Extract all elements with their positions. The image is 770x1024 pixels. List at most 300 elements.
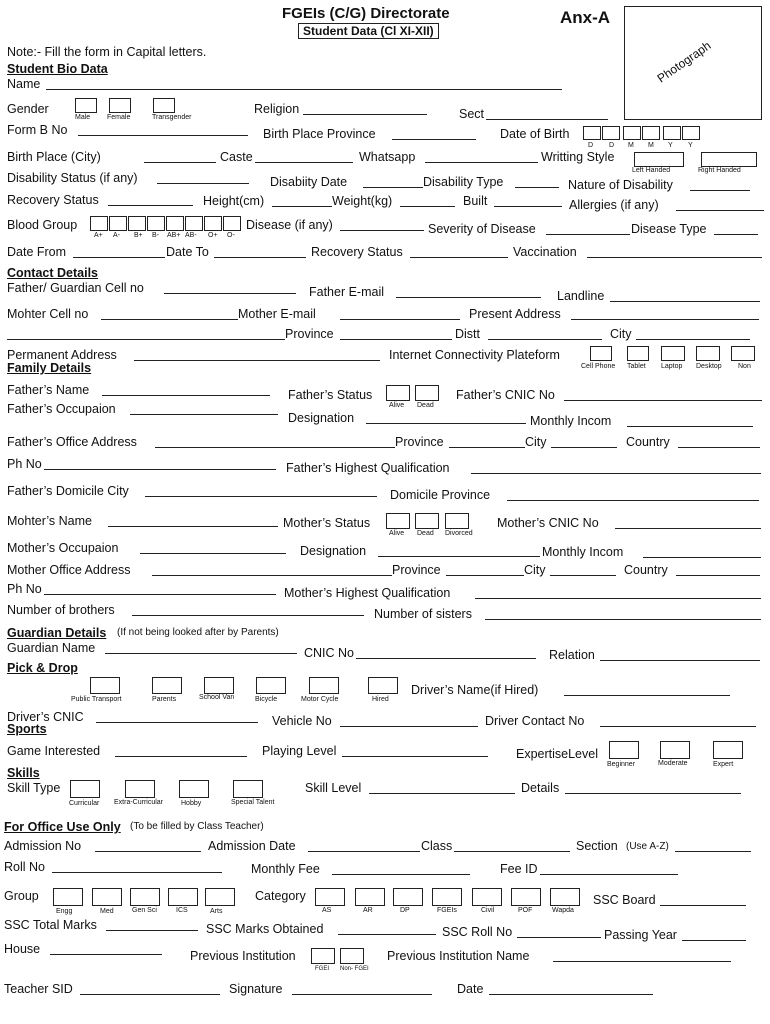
monthly-fee-label: Monthly Fee bbox=[251, 862, 320, 876]
monthly-income-label: Monthly Incom bbox=[530, 414, 612, 428]
caste-label: Caste bbox=[220, 150, 253, 164]
vehicle-no-field[interactable] bbox=[340, 726, 478, 727]
father-domicile-field[interactable] bbox=[145, 496, 377, 497]
expertise-option-box[interactable] bbox=[609, 741, 639, 759]
expertise-option-label: Moderate bbox=[658, 760, 688, 767]
disability-type-label: Disability Type bbox=[423, 175, 504, 189]
gender-option-label: Transgender bbox=[152, 114, 192, 121]
dob-letter: D bbox=[588, 142, 594, 149]
dob-box[interactable] bbox=[663, 126, 681, 140]
transport-option-box[interactable] bbox=[368, 677, 398, 694]
birth-province-label: Birth Place Province bbox=[263, 127, 376, 141]
class-label: Class bbox=[421, 839, 453, 853]
designation2-label: Designation bbox=[300, 544, 367, 558]
fee-id-field[interactable] bbox=[540, 874, 678, 875]
severity-label: Severity of Disease bbox=[428, 222, 536, 236]
prev-institution-name-label: Previous Institution Name bbox=[387, 949, 530, 963]
transport-option-label: Parents bbox=[152, 696, 177, 703]
mother-cnic-field[interactable] bbox=[615, 528, 761, 529]
landline-label: Landline bbox=[557, 289, 605, 303]
date-label: Date bbox=[457, 982, 484, 996]
birth-province-field[interactable] bbox=[392, 139, 476, 140]
group-option-label: Gen Sci bbox=[132, 907, 157, 914]
category-option-box[interactable] bbox=[472, 888, 502, 906]
transport-option-box[interactable] bbox=[204, 677, 234, 694]
country2-field[interactable] bbox=[676, 575, 760, 576]
skill-level-field[interactable] bbox=[369, 793, 515, 794]
built-field[interactable] bbox=[494, 206, 562, 207]
skill-option-label: Hobby bbox=[181, 800, 202, 807]
dob-box[interactable] bbox=[602, 126, 620, 140]
skill-type-label: Skill Type bbox=[7, 781, 61, 795]
mother-status-label: Mother’s Status bbox=[283, 516, 371, 530]
teacher-sid-label: Teacher SID bbox=[4, 982, 73, 996]
group-option-box[interactable] bbox=[205, 888, 235, 906]
dob-box[interactable] bbox=[682, 126, 700, 140]
form-b-label: Form B No bbox=[7, 123, 68, 137]
transport-option-label: Public Transport bbox=[71, 696, 122, 703]
prev-institution-name-field[interactable] bbox=[553, 961, 731, 962]
dob-label: Date of Birth bbox=[500, 127, 570, 141]
mother-name-field[interactable] bbox=[108, 526, 278, 527]
house-label: House bbox=[4, 942, 41, 956]
father-email-field[interactable] bbox=[396, 297, 541, 298]
admission-date-label: Admission Date bbox=[208, 839, 296, 853]
gender-option-label: Female bbox=[107, 114, 131, 121]
blood-group-label-opt: AB+ bbox=[167, 232, 181, 239]
expertise-option-box[interactable] bbox=[660, 741, 690, 759]
father-occupation-field[interactable] bbox=[130, 414, 278, 415]
institution-option-box[interactable] bbox=[340, 948, 364, 964]
game-label: Game Interested bbox=[7, 744, 101, 758]
guardian-name-field[interactable] bbox=[105, 653, 297, 654]
student-bio-heading: Student Bio Data bbox=[7, 62, 108, 76]
blood-group-label-opt: O- bbox=[227, 232, 235, 239]
recovery-status2-field[interactable] bbox=[410, 257, 508, 258]
blood-group-label-opt: B- bbox=[152, 232, 159, 239]
dob-letter: Y bbox=[668, 142, 673, 149]
group-option-box[interactable] bbox=[92, 888, 122, 906]
transport-option-label: School Van bbox=[199, 694, 235, 701]
father-domicile-label: Father’s Domicile City bbox=[7, 484, 129, 498]
form-subtitle: Student Data (Cl XI-XII) bbox=[298, 23, 439, 39]
transport-option-box[interactable] bbox=[309, 677, 339, 694]
ssc-total-label: SSC Total Marks bbox=[4, 918, 97, 932]
internet-option-label: Tablet bbox=[627, 363, 646, 370]
writing-option-box[interactable] bbox=[634, 152, 684, 167]
teacher-sid-field[interactable] bbox=[80, 994, 220, 995]
driver-cnic-field[interactable] bbox=[96, 722, 258, 723]
father-name-field[interactable] bbox=[102, 395, 270, 396]
blood-group-box[interactable] bbox=[90, 216, 108, 231]
category-option-label: Civil bbox=[481, 907, 495, 914]
driver-cnic-label: Driver’s CNIC bbox=[7, 710, 84, 724]
gender-option-box[interactable] bbox=[153, 98, 175, 113]
blood-group-box[interactable] bbox=[128, 216, 146, 231]
ssc-board-field[interactable] bbox=[660, 905, 746, 906]
blood-group-box[interactable] bbox=[185, 216, 203, 231]
ph-no-label: Ph No bbox=[7, 457, 42, 471]
designation-field[interactable] bbox=[366, 423, 526, 424]
mother-qual-field[interactable] bbox=[475, 598, 761, 599]
details-label: Details bbox=[521, 781, 560, 795]
group-label: Group bbox=[4, 889, 39, 903]
father-status-label: Father’s Status bbox=[288, 388, 373, 402]
details-field[interactable] bbox=[565, 793, 741, 794]
father-cnic-field[interactable] bbox=[564, 400, 762, 401]
province-label: Province bbox=[285, 327, 334, 341]
name-field[interactable] bbox=[46, 89, 562, 90]
father-cnic-label: Father’s CNIC No bbox=[456, 388, 555, 402]
ssc-board-label: SSC Board bbox=[593, 893, 656, 907]
group-option-box[interactable] bbox=[168, 888, 198, 906]
transport-option-box[interactable] bbox=[152, 677, 182, 694]
father-status-box[interactable] bbox=[386, 385, 410, 401]
city2-label: City bbox=[525, 435, 547, 449]
sisters-field[interactable] bbox=[485, 619, 761, 620]
mother-status-option: Divorced bbox=[445, 530, 473, 537]
date-to-field[interactable] bbox=[214, 257, 306, 258]
pick-drop-heading: Pick & Drop bbox=[7, 661, 78, 675]
passing-year-field[interactable] bbox=[682, 940, 746, 941]
province3-label: Province bbox=[392, 563, 441, 577]
driver-name-label: Driver’s Name(if Hired) bbox=[411, 683, 539, 697]
transport-option-box[interactable] bbox=[256, 677, 286, 694]
blood-group-label: Blood Group bbox=[7, 218, 78, 232]
monthly-income-field[interactable] bbox=[627, 426, 753, 427]
dob-box[interactable] bbox=[623, 126, 641, 140]
mother-occupation-field[interactable] bbox=[140, 553, 286, 554]
category-option-box[interactable] bbox=[315, 888, 345, 906]
date-from-field[interactable] bbox=[73, 257, 165, 258]
category-option-label: DP bbox=[400, 907, 410, 914]
skill-option-label: Extra-Curricular bbox=[114, 799, 164, 806]
father-status-box[interactable] bbox=[415, 385, 439, 401]
sect-label: Sect bbox=[459, 107, 485, 121]
father-office-field[interactable] bbox=[155, 447, 395, 448]
disability-date-field[interactable] bbox=[363, 187, 423, 188]
skill-level-label: Skill Level bbox=[305, 781, 362, 795]
roll-no-field[interactable] bbox=[52, 872, 222, 873]
internet-label: Internet Connectivity Plateform bbox=[389, 348, 560, 362]
mother-email-field[interactable] bbox=[340, 319, 460, 320]
guardian-heading: Guardian Details bbox=[7, 626, 107, 640]
writing-option-label: Right Handed bbox=[698, 167, 741, 174]
father-email-label: Father E-mail bbox=[309, 285, 385, 299]
disability-status-label: Disability Status (if any) bbox=[7, 171, 138, 185]
built-label: Built bbox=[463, 194, 488, 208]
nature-disability-label: Nature of Disability bbox=[568, 178, 673, 192]
allergies-field[interactable] bbox=[676, 210, 764, 211]
dob-letter: M bbox=[628, 142, 634, 149]
vaccination-label: Vaccination bbox=[513, 245, 577, 259]
game-field[interactable] bbox=[115, 756, 247, 757]
address-line-field[interactable] bbox=[7, 339, 285, 340]
expertise-option-label: Beginner bbox=[607, 761, 636, 768]
signature-field[interactable] bbox=[292, 994, 432, 995]
mother-qual-label: Mother’s Highest Qualification bbox=[284, 586, 451, 600]
present-address-label: Present Address bbox=[469, 307, 561, 321]
prev-institution-label: Previous Institution bbox=[190, 949, 296, 963]
whatsapp-field[interactable] bbox=[425, 162, 538, 163]
sect-field[interactable] bbox=[486, 119, 608, 120]
mother-status-box[interactable] bbox=[445, 513, 469, 529]
ph-no-field[interactable] bbox=[44, 469, 276, 470]
present-address-field[interactable] bbox=[571, 319, 759, 320]
date-field[interactable] bbox=[489, 994, 653, 995]
ssc-obtained-field[interactable] bbox=[338, 934, 436, 935]
cnic-no-field[interactable] bbox=[356, 658, 536, 659]
blood-group-label-opt: A- bbox=[113, 232, 120, 239]
admission-no-field[interactable] bbox=[95, 851, 201, 852]
admission-date-field[interactable] bbox=[308, 851, 420, 852]
ph-no2-field[interactable] bbox=[44, 594, 276, 595]
recovery-status-label: Recovery Status bbox=[7, 193, 99, 207]
skills-heading: Skills bbox=[7, 766, 40, 780]
weight-field[interactable] bbox=[400, 206, 455, 207]
province2-field[interactable] bbox=[449, 447, 525, 448]
disease-type-label: Disease Type bbox=[631, 222, 707, 236]
writing-style-label: Writting Style bbox=[541, 150, 615, 164]
father-cell-label: Father/ Guardian Cell no bbox=[7, 281, 144, 295]
recovery-status2-label: Recovery Status bbox=[311, 245, 403, 259]
province2-label: Province bbox=[395, 435, 444, 449]
dob-letter: M bbox=[648, 142, 654, 149]
caste-field[interactable] bbox=[255, 162, 353, 163]
landline-field[interactable] bbox=[610, 301, 760, 302]
province3-field[interactable] bbox=[446, 575, 524, 576]
ssc-obtained-label: SSC Marks Obtained bbox=[206, 922, 324, 936]
signature-label: Signature bbox=[229, 982, 283, 996]
disease-field[interactable] bbox=[340, 230, 424, 231]
expertise-label: ExpertiseLevel bbox=[516, 747, 598, 761]
city3-label: City bbox=[524, 563, 546, 577]
date-from-label: Date From bbox=[7, 245, 67, 259]
driver-contact-field[interactable] bbox=[600, 726, 756, 727]
permanent-address-label: Permanent Address bbox=[7, 348, 117, 362]
country2-label: Country bbox=[624, 563, 668, 577]
permanent-address-field[interactable] bbox=[134, 360, 380, 361]
disability-date-label: Disabiity Date bbox=[270, 175, 348, 189]
form-b-field[interactable] bbox=[78, 135, 248, 136]
whatsapp-label: Whatsapp bbox=[359, 150, 416, 164]
dob-letter: Y bbox=[688, 142, 693, 149]
fill-note: Note:- Fill the form in Capital letters. bbox=[7, 45, 207, 59]
monthly-income2-field[interactable] bbox=[643, 557, 761, 558]
gender-option-box[interactable] bbox=[109, 98, 131, 113]
section-note: (Use A-Z) bbox=[626, 841, 669, 852]
category-option-box[interactable] bbox=[432, 888, 462, 906]
father-qual-field[interactable] bbox=[471, 473, 761, 474]
mother-cell-field[interactable] bbox=[101, 319, 238, 320]
vehicle-no-label: Vehicle No bbox=[272, 714, 332, 728]
passing-year-label: Passing Year bbox=[604, 928, 677, 942]
disability-status-field[interactable] bbox=[157, 183, 249, 184]
relation-field[interactable] bbox=[600, 660, 760, 661]
severity-field[interactable] bbox=[546, 234, 630, 235]
height-label: Height(cm) bbox=[203, 194, 265, 208]
section-field[interactable] bbox=[675, 851, 751, 852]
transport-option-label: Hired bbox=[372, 696, 389, 703]
driver-name-field[interactable] bbox=[564, 695, 730, 696]
skill-option-label: Special Talent bbox=[231, 799, 275, 806]
class-field[interactable] bbox=[454, 851, 570, 852]
skill-option-box[interactable] bbox=[233, 780, 263, 798]
father-qual-label: Father’s Highest Qualification bbox=[286, 461, 450, 475]
domicile-province-label: Domicile Province bbox=[390, 488, 491, 502]
internet-option-box[interactable] bbox=[731, 346, 755, 361]
section-label: Section bbox=[576, 839, 618, 853]
group-option-label: Engg bbox=[56, 908, 73, 915]
skill-option-box[interactable] bbox=[179, 780, 209, 798]
brothers-label: Number of brothers bbox=[7, 603, 115, 617]
father-status-option: Alive bbox=[389, 402, 405, 409]
mother-office-label: Mother Office Address bbox=[7, 563, 131, 577]
ssc-roll-field[interactable] bbox=[517, 937, 601, 938]
city-field[interactable] bbox=[636, 339, 750, 340]
category-option-box[interactable] bbox=[393, 888, 423, 906]
blood-group-label-opt: B+ bbox=[134, 232, 143, 239]
internet-option-box[interactable] bbox=[590, 346, 612, 361]
family-heading: Family Details bbox=[7, 361, 92, 375]
country-label: Country bbox=[626, 435, 670, 449]
city-label: City bbox=[610, 327, 632, 341]
mother-cell-label: Mohter Cell no bbox=[7, 307, 89, 321]
blood-group-label-opt: AB- bbox=[185, 232, 197, 239]
father-cell-field[interactable] bbox=[164, 293, 296, 294]
category-option-label: Wapda bbox=[552, 907, 574, 914]
distt-label: Distt bbox=[455, 327, 480, 341]
height-field[interactable] bbox=[272, 206, 332, 207]
nature-disability-field[interactable] bbox=[690, 190, 750, 191]
city3-field[interactable] bbox=[550, 575, 616, 576]
father-status-option: Dead bbox=[417, 402, 434, 409]
driver-contact-label: Driver Contact No bbox=[485, 714, 585, 728]
internet-option-label: Non bbox=[738, 363, 751, 370]
designation2-field[interactable] bbox=[378, 556, 540, 557]
blood-group-label-opt: A+ bbox=[94, 232, 103, 239]
category-label: Category bbox=[255, 889, 306, 903]
recovery-status-field[interactable] bbox=[108, 205, 193, 206]
relation-label: Relation bbox=[549, 648, 595, 662]
institution-option-label: FGEI bbox=[315, 966, 330, 972]
group-option-box[interactable] bbox=[53, 888, 83, 906]
mother-status-option: Alive bbox=[389, 530, 405, 537]
category-option-label: AS bbox=[322, 907, 332, 914]
writing-option-box[interactable] bbox=[701, 152, 757, 167]
dob-letter: D bbox=[609, 142, 615, 149]
guardian-note: (If not being looked after by Parents) bbox=[117, 627, 279, 638]
mother-occupation-label: Mother’s Occupaion bbox=[7, 541, 119, 555]
skill-option-label: Curricular bbox=[69, 800, 100, 807]
disease-type-field[interactable] bbox=[714, 234, 758, 235]
category-option-label: POF bbox=[518, 907, 533, 914]
internet-option-box[interactable] bbox=[696, 346, 720, 361]
mother-cnic-label: Mother’s CNIC No bbox=[497, 516, 599, 530]
playing-level-field[interactable] bbox=[342, 756, 488, 757]
mother-status-box[interactable] bbox=[415, 513, 439, 529]
brothers-field[interactable] bbox=[132, 615, 364, 616]
admission-no-label: Admission No bbox=[4, 839, 82, 853]
ssc-roll-label: SSC Roll No bbox=[442, 925, 513, 939]
blood-group-box[interactable] bbox=[204, 216, 222, 231]
dob-box[interactable] bbox=[642, 126, 660, 140]
father-office-label: Father’s Office Address bbox=[7, 435, 137, 449]
house-field[interactable] bbox=[50, 954, 162, 955]
internet-option-label: Desktop bbox=[696, 363, 722, 370]
mother-status-option: Dead bbox=[417, 530, 434, 537]
roll-no-label: Roll No bbox=[4, 860, 45, 874]
birth-city-label: Birth Place (City) bbox=[7, 150, 101, 164]
group-option-box[interactable] bbox=[130, 888, 160, 906]
religion-field[interactable] bbox=[303, 114, 427, 115]
blood-group-box[interactable] bbox=[166, 216, 184, 231]
internet-option-label: Laptop bbox=[661, 363, 683, 370]
photograph-label: Photograph bbox=[654, 38, 714, 86]
skill-option-box[interactable] bbox=[70, 780, 100, 798]
blood-group-box[interactable] bbox=[223, 216, 241, 231]
disease-label: Disease (if any) bbox=[246, 218, 333, 232]
distt-field[interactable] bbox=[488, 339, 602, 340]
annex-label: Anx-A bbox=[560, 8, 611, 27]
monthly-fee-field[interactable] bbox=[332, 874, 470, 875]
sisters-label: Number of sisters bbox=[374, 607, 472, 621]
religion-label: Religion bbox=[254, 102, 300, 116]
blood-group-box[interactable] bbox=[147, 216, 165, 231]
gender-option-label: Male bbox=[75, 114, 91, 121]
fee-id-label: Fee ID bbox=[500, 862, 538, 876]
designation-label: Designation bbox=[288, 411, 355, 425]
category-option-box[interactable] bbox=[511, 888, 541, 906]
domicile-province-field[interactable] bbox=[507, 500, 759, 501]
blood-group-box[interactable] bbox=[109, 216, 127, 231]
mother-status-box[interactable] bbox=[386, 513, 410, 529]
category-option-box[interactable] bbox=[550, 888, 580, 906]
gender-option-box[interactable] bbox=[75, 98, 97, 113]
internet-option-box[interactable] bbox=[661, 346, 685, 361]
father-occupation-label: Father’s Occupaion bbox=[7, 402, 116, 416]
guardian-name-label: Guardian Name bbox=[7, 641, 96, 655]
city2-field[interactable] bbox=[551, 447, 617, 448]
transport-option-label: Bicycle bbox=[255, 696, 278, 703]
writing-option-label: Left Handed bbox=[632, 167, 671, 174]
institution-option-box[interactable] bbox=[311, 948, 335, 964]
province-field[interactable] bbox=[340, 339, 452, 340]
mother-office-field[interactable] bbox=[152, 575, 392, 576]
directorate-title: FGEIs (C/G) Directorate bbox=[282, 5, 450, 22]
category-option-box[interactable] bbox=[355, 888, 385, 906]
contact-heading: Contact Details bbox=[7, 266, 98, 280]
name-label: Name bbox=[7, 77, 41, 91]
photograph-box[interactable] bbox=[624, 6, 762, 120]
blood-group-label-opt: O+ bbox=[208, 232, 218, 239]
transport-option-box[interactable] bbox=[90, 677, 120, 694]
birth-city-field[interactable] bbox=[144, 162, 216, 163]
disability-type-field[interactable] bbox=[515, 187, 559, 188]
mother-name-label: Mohter’s Name bbox=[7, 514, 92, 528]
allergies-label: Allergies (if any) bbox=[569, 198, 659, 212]
internet-option-label: Cell Phone bbox=[581, 363, 616, 370]
playing-level-label: Playing Level bbox=[262, 744, 337, 758]
expertise-option-box[interactable] bbox=[713, 741, 743, 759]
office-heading: For Office Use Only bbox=[4, 820, 121, 834]
internet-option-box[interactable] bbox=[627, 346, 649, 361]
skill-option-box[interactable] bbox=[125, 780, 155, 798]
country-field[interactable] bbox=[678, 447, 760, 448]
dob-box[interactable] bbox=[583, 126, 601, 140]
vaccination-field[interactable] bbox=[587, 257, 762, 258]
ssc-total-field[interactable] bbox=[106, 930, 198, 931]
